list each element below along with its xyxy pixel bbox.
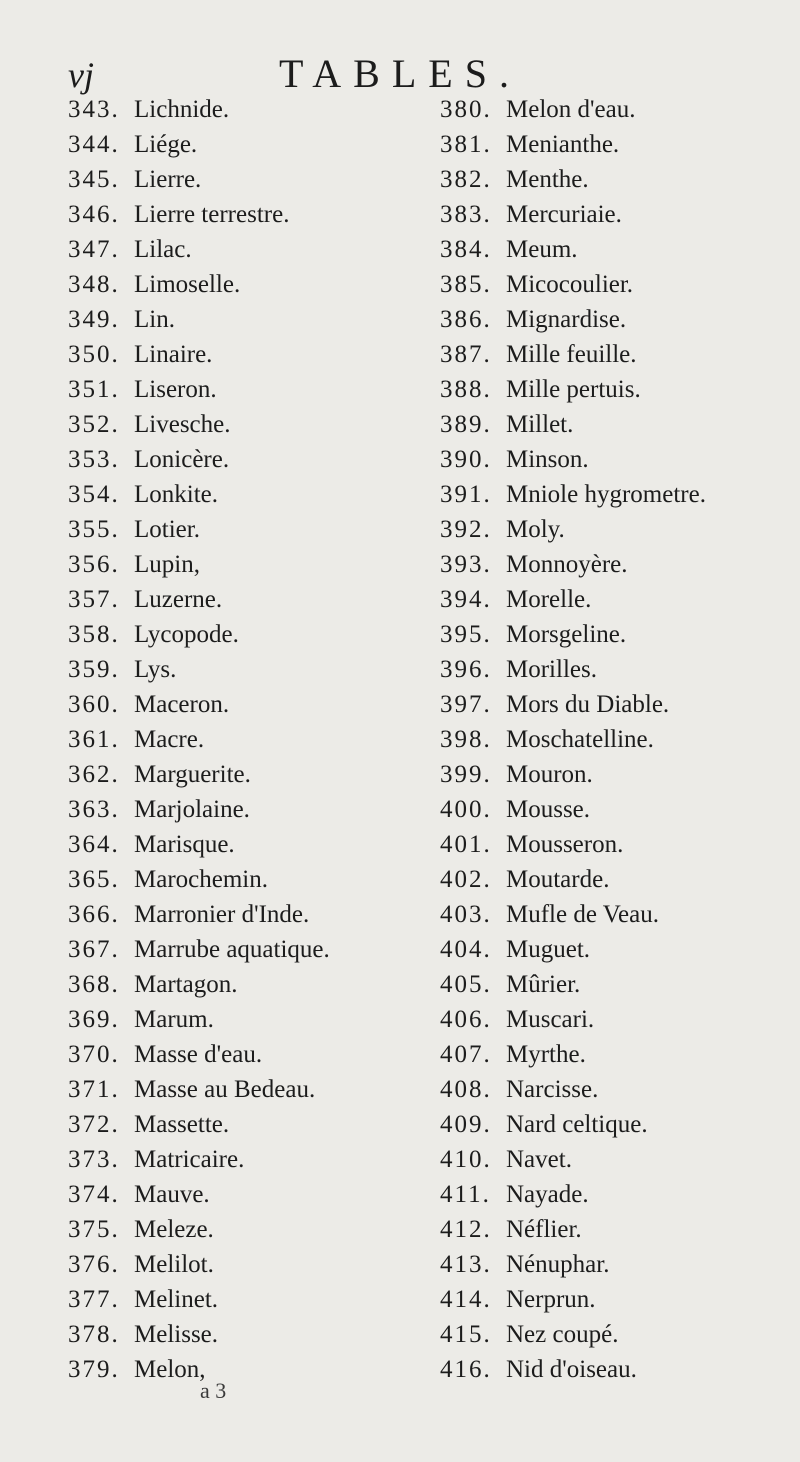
entry-name: Lin. xyxy=(134,306,175,333)
entry-name: Mercuriaie. xyxy=(506,201,622,228)
entry-name: Linaire. xyxy=(134,341,213,368)
index-entry xyxy=(440,792,800,827)
index-entry xyxy=(440,127,800,162)
entry-name: Massette. xyxy=(134,1111,230,1138)
index-entry xyxy=(68,687,428,722)
entry-number: 416. xyxy=(440,1356,492,1383)
index-entry xyxy=(68,337,428,372)
entry-number: 409. xyxy=(440,1111,492,1138)
entry-number: 365. xyxy=(68,866,120,893)
entry-name: Lichnide. xyxy=(134,96,230,123)
index-entry xyxy=(440,1212,800,1247)
entry-name: Lierre terrestre. xyxy=(134,201,290,228)
entry-name: Moly. xyxy=(506,516,565,543)
index-entry xyxy=(68,92,428,127)
entry-number: 353. xyxy=(68,446,120,473)
entry-name: Nerprun. xyxy=(506,1286,596,1313)
index-entry xyxy=(68,792,428,827)
entry-name: Livesche. xyxy=(134,411,231,438)
entry-name: Lonicère. xyxy=(134,446,230,473)
index-column-right xyxy=(440,92,800,1387)
entry-name: Lonkite. xyxy=(134,481,219,508)
index-entry xyxy=(68,1142,428,1177)
entry-number: 407. xyxy=(440,1041,492,1068)
index-entry xyxy=(68,1037,428,1072)
index-entry xyxy=(440,267,800,302)
entry-name: Lierre. xyxy=(134,166,202,193)
index-entry xyxy=(68,1107,428,1142)
entry-number: 385. xyxy=(440,271,492,298)
index-entry xyxy=(440,407,800,442)
index-entry xyxy=(440,162,800,197)
entry-name: Mouron. xyxy=(506,761,593,788)
entry-number: 351. xyxy=(68,376,120,403)
entry-name: Melilot. xyxy=(134,1251,214,1278)
index-entry xyxy=(440,757,800,792)
entry-name: Lycopode. xyxy=(134,621,239,648)
index-entry xyxy=(440,1177,800,1212)
entry-number: 394. xyxy=(440,586,492,613)
index-entry xyxy=(440,477,800,512)
entry-name: Mauve. xyxy=(134,1181,210,1208)
entry-number: 387. xyxy=(440,341,492,368)
entry-number: 355. xyxy=(68,516,120,543)
entry-number: 393. xyxy=(440,551,492,578)
index-entry xyxy=(440,1282,800,1317)
index-entry xyxy=(68,617,428,652)
index-entry xyxy=(440,932,800,967)
index-entry xyxy=(440,617,800,652)
index-entry xyxy=(440,897,800,932)
entry-number: 384. xyxy=(440,236,492,263)
entry-name: Liseron. xyxy=(134,376,217,403)
entry-name: Mousse. xyxy=(506,796,591,823)
entry-number: 368. xyxy=(68,971,120,998)
entry-name: Mille pertuis. xyxy=(506,376,641,403)
entry-number: 377. xyxy=(68,1286,120,1313)
entry-number: 396. xyxy=(440,656,492,683)
entry-number: 404. xyxy=(440,936,492,963)
entry-name: Macre. xyxy=(134,726,205,753)
entry-number: 413. xyxy=(440,1251,492,1278)
entry-number: 390. xyxy=(440,446,492,473)
signature-mark: a 3 xyxy=(200,1378,227,1403)
folio-number: vj xyxy=(68,55,94,95)
index-entry xyxy=(440,1002,800,1037)
index-entry xyxy=(440,722,800,757)
entry-name: Marjolaine. xyxy=(134,796,250,823)
index-entry xyxy=(68,547,428,582)
entry-number: 372. xyxy=(68,1111,120,1138)
index-entry xyxy=(68,1282,428,1317)
index-entry xyxy=(440,967,800,1002)
entry-number: 363. xyxy=(68,796,120,823)
entry-number: 369. xyxy=(68,1006,120,1033)
index-entry xyxy=(440,337,800,372)
entry-name: Maceron. xyxy=(134,691,230,718)
entry-number: 402. xyxy=(440,866,492,893)
entry-name: Melon, xyxy=(134,1356,206,1383)
entry-name: Melinet. xyxy=(134,1286,219,1313)
entry-name: Mûrier. xyxy=(506,971,581,998)
index-entry xyxy=(440,1142,800,1177)
entry-number: 364. xyxy=(68,831,120,858)
index-entry xyxy=(68,1212,428,1247)
entry-number: 392. xyxy=(440,516,492,543)
index-entry xyxy=(68,757,428,792)
index-entry xyxy=(440,687,800,722)
index-entry xyxy=(68,1352,428,1387)
entry-name: Marronier d'Inde. xyxy=(134,901,310,928)
entry-name: Luzerne. xyxy=(134,586,223,613)
index-entry xyxy=(68,722,428,757)
index-entry xyxy=(440,1072,800,1107)
index-entry xyxy=(68,372,428,407)
entry-number: 388. xyxy=(440,376,492,403)
entry-name: Marrube aquatique. xyxy=(134,936,330,963)
entry-name: Morelle. xyxy=(506,586,592,613)
entry-number: 360. xyxy=(68,691,120,718)
entry-name: Millet. xyxy=(506,411,574,438)
entry-number: 379. xyxy=(68,1356,120,1383)
index-entry xyxy=(68,197,428,232)
entry-number: 400. xyxy=(440,796,492,823)
entry-number: 367. xyxy=(68,936,120,963)
index-entry xyxy=(68,407,428,442)
entry-number: 370. xyxy=(68,1041,120,1068)
entry-name: Lilac. xyxy=(134,236,192,263)
entry-name: Mousseron. xyxy=(506,831,624,858)
entry-number: 376. xyxy=(68,1251,120,1278)
entry-number: 401. xyxy=(440,831,492,858)
entry-name: Masse au Bedeau. xyxy=(134,1076,316,1103)
entry-name: Morsgeline. xyxy=(506,621,627,648)
entry-number: 405. xyxy=(440,971,492,998)
index-entry xyxy=(440,92,800,127)
entry-name: Meum. xyxy=(506,236,578,263)
entry-number: 359. xyxy=(68,656,120,683)
entry-name: Nard celtique. xyxy=(506,1111,648,1138)
entry-number: 391. xyxy=(440,481,492,508)
index-entry xyxy=(440,372,800,407)
entry-name: Marguerite. xyxy=(134,761,251,788)
index-entry xyxy=(68,897,428,932)
entry-name: Lotier. xyxy=(134,516,200,543)
index-entry xyxy=(440,442,800,477)
entry-number: 343. xyxy=(68,96,120,123)
index-entry xyxy=(440,547,800,582)
entry-name: Melisse. xyxy=(134,1321,219,1348)
entry-name: Narcisse. xyxy=(506,1076,599,1103)
entry-name: Navet. xyxy=(506,1146,572,1173)
index-entry xyxy=(440,1247,800,1282)
entry-number: 344. xyxy=(68,131,120,158)
entry-number: 362. xyxy=(68,761,120,788)
index-entry xyxy=(440,1317,800,1352)
index-entry xyxy=(68,162,428,197)
entry-name: Nénuphar. xyxy=(506,1251,610,1278)
entry-name: Nez coupé. xyxy=(506,1321,619,1348)
entry-number: 347. xyxy=(68,236,120,263)
entry-number: 366. xyxy=(68,901,120,928)
index-entry xyxy=(68,652,428,687)
entry-number: 373. xyxy=(68,1146,120,1173)
entry-name: Liége. xyxy=(134,131,198,158)
entry-number: 358. xyxy=(68,621,120,648)
entry-number: 410. xyxy=(440,1146,492,1173)
entry-name: Myrthe. xyxy=(506,1041,586,1068)
entry-name: Limoselle. xyxy=(134,271,241,298)
entry-number: 350. xyxy=(68,341,120,368)
entry-number: 408. xyxy=(440,1076,492,1103)
index-entry xyxy=(440,827,800,862)
entry-name: Menianthe. xyxy=(506,131,620,158)
index-entry xyxy=(68,967,428,1002)
entry-name: Morilles. xyxy=(506,656,597,683)
entry-number: 406. xyxy=(440,1006,492,1033)
entry-number: 411. xyxy=(440,1181,491,1208)
entry-number: 403. xyxy=(440,901,492,928)
entry-name: Marochemin. xyxy=(134,866,268,893)
entry-name: Monnoyère. xyxy=(506,551,628,578)
entry-number: 381. xyxy=(440,131,492,158)
entry-number: 412. xyxy=(440,1216,492,1243)
entry-name: Lupin, xyxy=(134,551,200,578)
entry-number: 361. xyxy=(68,726,120,753)
entry-number: 395. xyxy=(440,621,492,648)
entry-name: Minson. xyxy=(506,446,589,473)
entry-number: 374. xyxy=(68,1181,120,1208)
entry-number: 346. xyxy=(68,201,120,228)
index-entry xyxy=(440,862,800,897)
entry-name: Matricaire. xyxy=(134,1146,245,1173)
entry-name: Muscari. xyxy=(506,1006,595,1033)
entry-name: Marum. xyxy=(134,1006,214,1033)
index-entry xyxy=(440,197,800,232)
index-entry xyxy=(440,1107,800,1142)
entry-name: Nayade. xyxy=(506,1181,589,1208)
entry-name: Martagon. xyxy=(134,971,238,998)
index-entry xyxy=(440,582,800,617)
entry-number: 398. xyxy=(440,726,492,753)
index-entry xyxy=(68,302,428,337)
entry-name: Marisque. xyxy=(134,831,235,858)
index-entry xyxy=(68,512,428,547)
entry-number: 371. xyxy=(68,1076,120,1103)
entry-number: 349. xyxy=(68,306,120,333)
entry-name: Mille feuille. xyxy=(506,341,637,368)
entry-number: 345. xyxy=(68,166,120,193)
entry-number: 354. xyxy=(68,481,120,508)
index-column-left xyxy=(68,92,428,1387)
index-entry xyxy=(440,512,800,547)
entry-number: 356. xyxy=(68,551,120,578)
entry-number: 415. xyxy=(440,1321,492,1348)
entry-number: 357. xyxy=(68,586,120,613)
entry-name: Moutarde. xyxy=(506,866,610,893)
index-entry xyxy=(68,1002,428,1037)
index-entry xyxy=(68,827,428,862)
entry-name: Mufle de Veau. xyxy=(506,901,659,928)
entry-name: Lys. xyxy=(134,656,177,683)
index-entry xyxy=(68,1247,428,1282)
entry-number: 414. xyxy=(440,1286,492,1313)
entry-name: Nid d'oiseau. xyxy=(506,1356,637,1383)
entry-name: Masse d'eau. xyxy=(134,1041,263,1068)
entry-number: 382. xyxy=(440,166,492,193)
index-entry xyxy=(68,582,428,617)
index-entry xyxy=(68,267,428,302)
entry-number: 352. xyxy=(68,411,120,438)
entry-number: 375. xyxy=(68,1216,120,1243)
entry-number: 380. xyxy=(440,96,492,123)
index-entry xyxy=(440,1352,800,1387)
index-entry xyxy=(68,127,428,162)
index-entry xyxy=(440,232,800,267)
index-entry xyxy=(68,1177,428,1212)
entry-name: Mors du Diable. xyxy=(506,691,670,718)
entry-number: 389. xyxy=(440,411,492,438)
entry-number: 397. xyxy=(440,691,492,718)
entry-name: Muguet. xyxy=(506,936,591,963)
index-entry xyxy=(68,477,428,512)
entry-name: Menthe. xyxy=(506,166,589,193)
entry-number: 386. xyxy=(440,306,492,333)
index-entry xyxy=(68,442,428,477)
index-entry xyxy=(68,862,428,897)
entry-number: 383. xyxy=(440,201,492,228)
entry-name: Micocoulier. xyxy=(506,271,634,298)
index-entry xyxy=(68,1317,428,1352)
entry-name: Mignardise. xyxy=(506,306,627,333)
entry-name: Meleze. xyxy=(134,1216,214,1243)
index-entry xyxy=(68,232,428,267)
entry-number: 399. xyxy=(440,761,492,788)
entry-number: 348. xyxy=(68,271,120,298)
index-entry xyxy=(68,932,428,967)
entry-name: Mniole hygrometre. xyxy=(506,481,706,508)
index-entry xyxy=(68,1072,428,1107)
entry-name: Moschatelline. xyxy=(506,726,654,753)
entry-name: Néflier. xyxy=(506,1216,582,1243)
page-title: TABLES. xyxy=(279,51,521,96)
index-entry xyxy=(440,1037,800,1072)
index-entry xyxy=(440,652,800,687)
entry-name: Melon d'eau. xyxy=(506,96,636,123)
entry-number: 378. xyxy=(68,1321,120,1348)
index-entry xyxy=(440,302,800,337)
